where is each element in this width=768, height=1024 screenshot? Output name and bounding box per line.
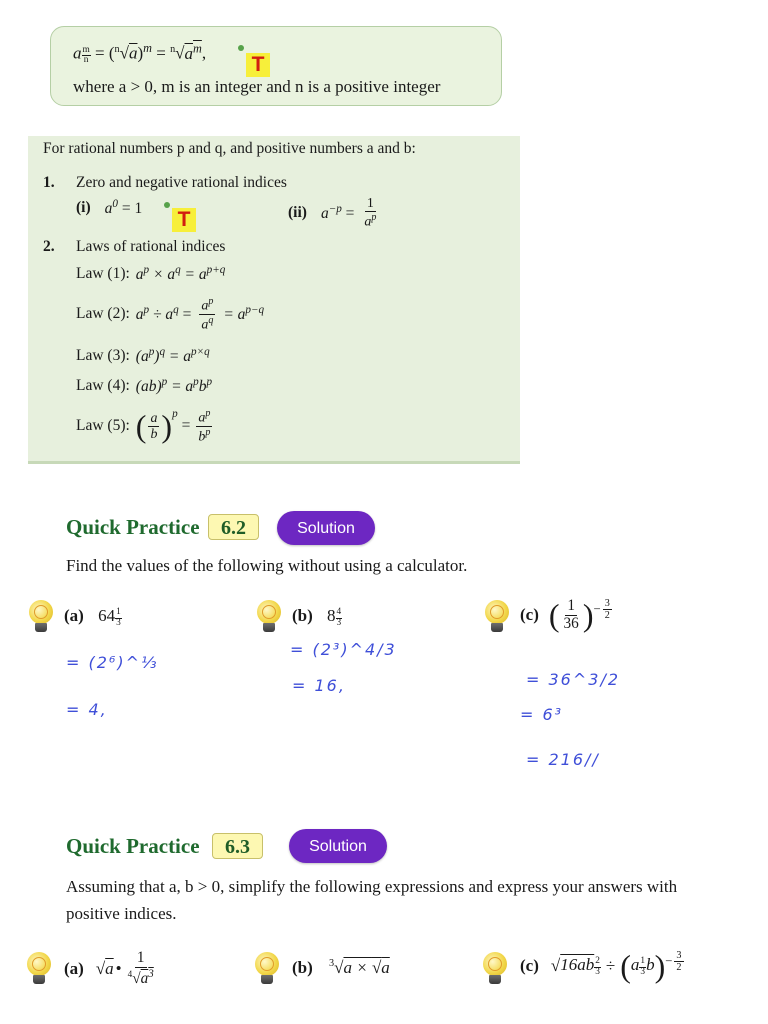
zero-law-base: a [104, 200, 113, 218]
qp63-a-den-exp: 3 [148, 967, 154, 980]
qp62-a-base: 64 [98, 606, 116, 625]
item-1-title: Zero and negative rational indices [76, 174, 287, 191]
qp62-c-exp [593, 598, 613, 621]
handwriting-c-step2: = 6³ [520, 705, 564, 724]
law-4-exp: p [161, 376, 168, 388]
radical-sign: √ [95, 958, 106, 978]
law-3 [76, 346, 210, 366]
law-4-exp3: p [206, 376, 213, 388]
law-5 [76, 408, 214, 445]
marker-dot-icon [164, 202, 170, 208]
law-2-exp-p: p [143, 304, 150, 317]
law-5-result-fraction [196, 408, 212, 445]
qp63-instruction: Assuming that a, b > 0, simplify the following expressions and express your answers with positive indices. [66, 877, 678, 923]
law-2-eq2: = a [223, 306, 246, 324]
neg-law-fraction [362, 196, 378, 230]
law-5-eq: = [181, 417, 191, 435]
neg-law-den: a [364, 214, 372, 230]
qp63-a-label: (a) [64, 958, 84, 978]
right-paren: ) [161, 408, 173, 445]
law-5-rden-exp: p [205, 426, 211, 438]
qp63-c-rad-exp-den: 3 [595, 966, 600, 977]
qp62-title: Quick Practice [66, 515, 200, 539]
rational-index-formula [73, 41, 206, 66]
law-4-base: (ab) [135, 378, 162, 396]
qp63-a-fraction: $\frac{1}{^4√a^3}$ [127, 949, 154, 987]
qp63-a [64, 950, 158, 988]
law-4-exp2: p [193, 376, 199, 388]
qp63-c-exp-sign: − [665, 954, 673, 969]
qp62-b-base: 8 [327, 606, 336, 625]
qp63-c-radicand: 16ab [560, 954, 595, 974]
qp62-b-exp-den: 3 [336, 617, 342, 628]
left-paren: ( [548, 597, 560, 634]
qp63-c-exp [665, 950, 685, 973]
qp62-a-exp [115, 608, 122, 628]
law-2-num: a [201, 298, 209, 314]
qp62-solution-button[interactable]: Solution [277, 511, 375, 545]
qp63-b-root-index: 3 [329, 958, 335, 970]
formula-eq1: = ( [95, 43, 115, 63]
handwriting-b-step2: = 16, [292, 676, 346, 695]
law-5-rden: b [198, 429, 206, 445]
neg-law-den-exp: p [371, 212, 377, 224]
sub-label-i: (i) [76, 199, 91, 217]
qp63-c-inner-a-exp-den: 3 [640, 966, 646, 977]
law-1-times: × a [153, 266, 176, 284]
handwriting-b-step1: = (2³)^4/3 [290, 640, 397, 659]
radicand-2-exp: m [193, 41, 202, 55]
sub-label-ii: (ii) [288, 204, 307, 222]
law-2-num-exp: p [208, 296, 214, 307]
neg-law-exp: −p [328, 203, 342, 216]
left-paren: ( [620, 948, 631, 984]
law-2-fraction [199, 296, 215, 333]
lightbulb-icon[interactable] [26, 952, 52, 986]
law-3-close: ) [154, 348, 160, 366]
law-1-label: Law (1): [76, 265, 130, 283]
qp63-title: Quick Practice [66, 834, 200, 858]
formula-exp-num: m [82, 45, 90, 55]
law-2-div: ÷ a [153, 306, 174, 324]
law-2-result-exp: p−q [245, 304, 265, 317]
qp63-a-radicand: a [105, 958, 114, 978]
qp63-b: (b) $^3$√a × √a [292, 958, 390, 977]
qp63-a-num: 1 [136, 949, 145, 966]
rational-index-definition-box [50, 26, 502, 106]
formula-eq2: = [156, 43, 166, 63]
qp63-a-dot: • [115, 958, 122, 978]
qp62-c-exp-sign: − [593, 602, 601, 617]
lightbulb-icon[interactable] [484, 600, 510, 634]
radicand-2: a [184, 43, 194, 63]
law-2-den-exp: q [208, 314, 214, 326]
qp62-b-label: (b) [292, 606, 313, 625]
qp62-b-exp [336, 608, 343, 628]
zero-law-rhs: = 1 [121, 200, 143, 218]
qp62-c-fraction [562, 598, 581, 633]
qp62-a-exp-num: 1 [116, 607, 121, 618]
qp62-c-label: (c) [520, 605, 539, 625]
right-paren: ) [582, 597, 594, 634]
law-4-eq: = a [171, 378, 194, 396]
handwriting-a-step2: = 4, [66, 700, 108, 719]
law-5-exp: p [172, 408, 178, 420]
item-2-number: 2. [43, 238, 55, 255]
formula-comma: , [201, 43, 207, 63]
qp63-c-exp-num: 3 [676, 950, 682, 961]
radical-sign-2: √ [175, 43, 185, 63]
qp63-c-div: ÷ [605, 956, 616, 975]
law-3-result-exp: p×q [191, 346, 210, 358]
qp62-c-exp-num: 3 [604, 598, 610, 609]
qp63-c-inner-a: a [630, 954, 640, 974]
law-1-exp-p: p [143, 264, 150, 276]
handwriting-c-step1: = 36^3/2 [526, 670, 621, 689]
radical-sign: √ [550, 956, 561, 975]
qp62-a [64, 606, 122, 628]
qp63-a-den: a [140, 969, 149, 987]
neg-law-eq: = [345, 205, 355, 223]
law-5-label: Law (5): [76, 417, 130, 435]
handwriting-a-step1: = (2⁶)^⅓ [66, 653, 159, 672]
qp62-a-exp-den: 3 [116, 617, 121, 628]
laws-intro: For rational numbers p and q, and positive numbers a and b: [43, 140, 416, 157]
formula-exp-den: n [83, 55, 89, 66]
law-2-eq: = [182, 306, 192, 324]
lightbulb-icon[interactable] [254, 952, 280, 986]
law-1-eq: = a [184, 266, 207, 284]
formula-exponent [82, 46, 91, 66]
formula-power-m: m [143, 41, 152, 55]
root-index-2: n [170, 44, 176, 55]
radical-sign-1: √ [119, 43, 129, 63]
qp62-b-exp-num: 4 [336, 607, 342, 618]
qp62-c [520, 598, 614, 633]
law-2-exp-q: q [173, 304, 179, 317]
law-3-exp-q: q [159, 346, 166, 358]
law-1-base: a [135, 266, 144, 284]
definition-condition: where a > 0, m is an integer and n is a positive integer [73, 77, 441, 96]
law-3-label: Law (3): [76, 347, 130, 365]
qp63-c-exp-den: 2 [676, 962, 682, 974]
qp63-a-root-index: 4 [127, 968, 133, 979]
radical-sign: √ [334, 958, 344, 977]
law-3-base: (a [135, 348, 149, 366]
item-2-title: Laws of rational indices [76, 238, 226, 255]
law-5-rnum: a [198, 410, 206, 426]
law-3-exp-p: p [148, 346, 155, 358]
qp62-b [292, 606, 342, 628]
law-2-label: Law (2): [76, 305, 130, 323]
qp62-number-badge: 6.2 [208, 514, 259, 540]
neg-law-base: a [320, 205, 329, 223]
law-2-base: a [135, 306, 144, 324]
law-5-inner-fraction [148, 411, 159, 443]
qp63-c-rad-exp-num: 2 [595, 956, 600, 967]
marker-dot-icon [238, 45, 244, 51]
lightbulb-icon[interactable] [256, 600, 282, 634]
root-index-1: n [114, 44, 120, 55]
formula-base: a [73, 43, 82, 63]
law-2 [76, 296, 264, 333]
law-1-exp-q: q [175, 264, 181, 276]
lightbulb-icon[interactable] [482, 952, 508, 986]
qp63-c-label: (c) [520, 956, 539, 975]
qp63-b-label: (b) [292, 958, 313, 977]
qp63-solution-button[interactable]: Solution [289, 829, 387, 863]
laws-of-indices-box [28, 136, 520, 464]
qp63-b-radicand: a × [343, 958, 372, 977]
qp62-c-den: 36 [563, 614, 579, 632]
law-5-rnum-exp: p [205, 408, 211, 419]
qp63-c-inner-b: b [646, 954, 655, 974]
t-marker-icon[interactable]: T [172, 208, 196, 232]
zero-index-law [76, 198, 142, 218]
qp62-a-label: (a) [64, 606, 84, 625]
right-paren: ) [654, 948, 666, 984]
law-5-den: b [150, 426, 158, 442]
law-4-b: b [198, 378, 207, 396]
zero-law-exp: 0 [112, 198, 118, 210]
law-1-result-exp: p+q [206, 264, 226, 276]
law-5-num: a [150, 410, 158, 426]
formula-close-paren: ) [137, 43, 144, 63]
law-4 [76, 376, 212, 396]
neg-law-num: 1 [366, 196, 374, 211]
t-marker-icon[interactable]: T [246, 53, 270, 77]
negative-index-law [288, 196, 380, 230]
qp63-c [520, 950, 686, 982]
qp63-b-inner: a [381, 958, 390, 977]
law-1 [76, 264, 225, 284]
qp63-number-badge: 6.3 [212, 833, 263, 859]
left-paren: ( [135, 408, 147, 445]
law-4-label: Law (4): [76, 377, 130, 395]
handwriting-c-step3: = 216// [526, 750, 600, 769]
law-3-eq: = a [168, 348, 192, 366]
qp62-instruction: Find the values of the following without using a calculator. [66, 556, 468, 575]
radicand-1: a [128, 43, 138, 63]
qp62-c-num: 1 [567, 597, 575, 614]
qp62-c-exp-den: 2 [604, 610, 610, 622]
lightbulb-icon[interactable] [28, 600, 54, 634]
item-1-number: 1. [43, 174, 55, 191]
law-2-den: a [201, 317, 209, 333]
qp63-c-inner-a-exp-num: 1 [640, 956, 646, 967]
